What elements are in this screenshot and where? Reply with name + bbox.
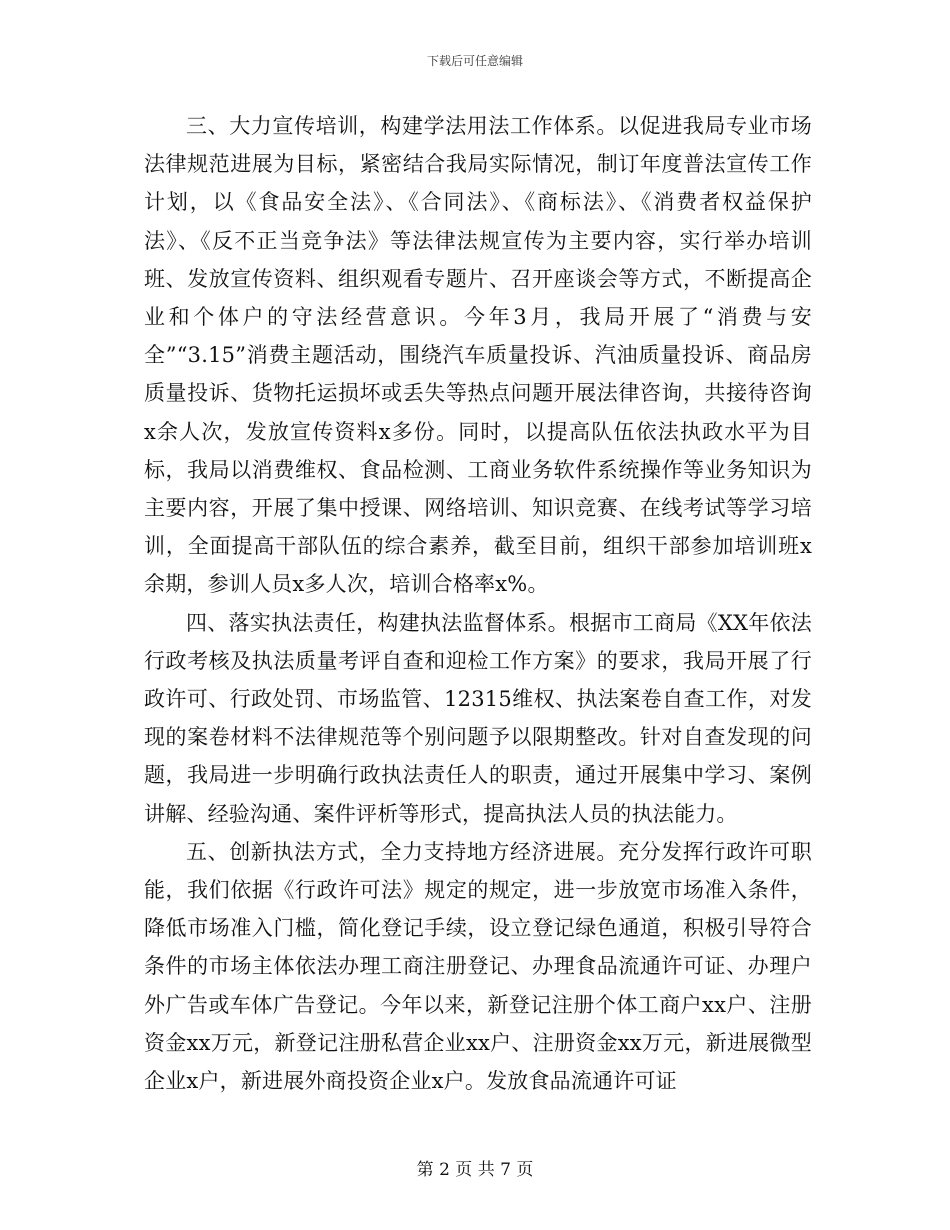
paragraph-section-three: 三、大力宣传培训，构建学法用法工作体系。以促进我局专业市场法律规范进展为目标，紧密结合我局实际情况，制订年度普法宣传工作计划，以《食品安全法》、《合同法》、《商标法》、《消费者权益保护法》、《反不正当竞争法》等法律法规宣传为主要内容，实行举办培训班、发放宣传资料、组织观看专题片、召开座谈会等方式，不断提高企业和个体户的守法经营意识。今年3月，我局开展了“消费与安全”“3.15”消费主题活动，围绕汽车质量投诉、汽油质量投诉、商品房质量投诉、货物托运损坏或丢失等热点问题开展法律咨询，共接待咨询x余人次，发放宣传资料x多份。同时，以提高队伍依法执政水平为目标，我局以消费维权、食品检测、工商业务软件系统操作等业务知识为主要内容，开展了集中授课、网络培训、知识竞赛、在线考试等学习培训，全面提高干部队伍的综合素养，截至目前，组织干部参加培训班x余期，参训人员x多人次，培训合格率x%。 (144, 114, 812, 597)
paragraph-section-four: 四、落实执法责任，构建执法监督体系。根据市工商局《XX年依法行政考核及执法质量考评自查和迎检工作方案》的要求，我局开展了行政许可、行政处罚、市场监管、12315维权、执法案卷自查工作，对发现的案卷材料不法律规范等个别问题予以限期整改。针对自查发现的问题，我局进一步明确行政执法责任人的职责，通过开展集中学习、案例讲解、经验沟通、案件评析等形式，提高执法人员的执法能力。 (144, 610, 812, 826)
page-footer: 第 2 页 共 7 页 (416, 1160, 534, 1180)
document-body (144, 107, 812, 1100)
paragraph-section-five: 五、创新执法方式，全力支持地方经济进展。充分发挥行政许可职能，我们依据《行政许可法》规定的规定，进一步放宽市场准入条件，降低市场准入门槛，简化登记手续，设立登记绿色通道，积极引导符合条件的市场主体依法办理工商注册登记、办理食品流通许可证、办理户外广告或车体广告登记。今年以来，新登记注册个体工商户xx户、注册资金xx万元，新登记注册私营企业xx户、注册资金xx万元，新进展微型企业x户，新进展外商投资企业x户。发放食品流通许可证 (144, 839, 812, 1094)
header-note: 下载后可任意编辑 (426, 54, 523, 68)
